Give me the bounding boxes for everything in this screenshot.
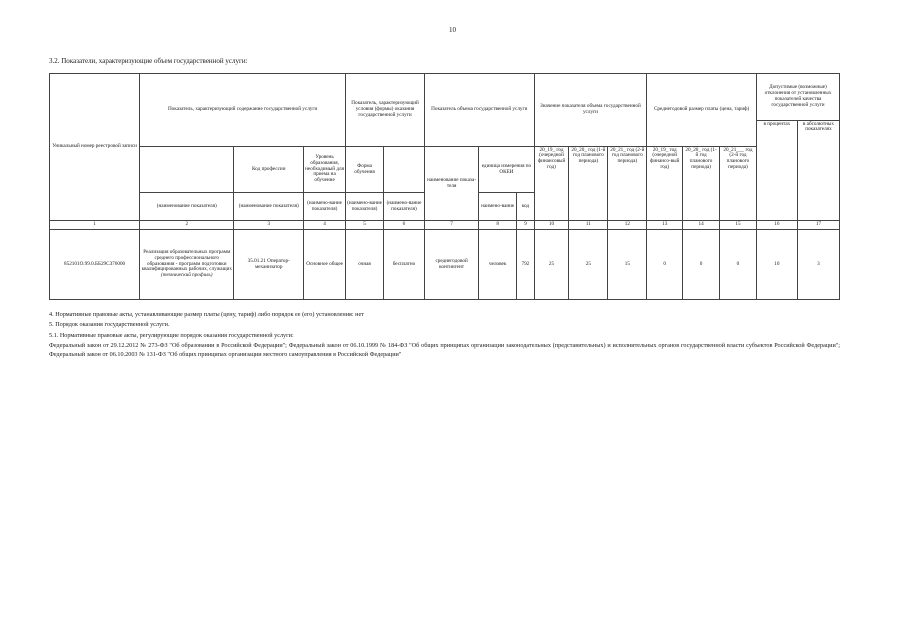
table-row	[50, 230, 840, 300]
column-number: 12	[608, 221, 647, 230]
cell-unit-code: 792	[517, 230, 534, 300]
cell-study-form: очная	[346, 230, 384, 300]
header-volume-value: Значение показателя объема государственной услуги	[534, 74, 647, 147]
column-number: 11	[569, 221, 608, 230]
volume-indicators-table	[49, 73, 840, 300]
cell-value-year-1: 25	[534, 230, 569, 300]
column-number: 9	[517, 221, 534, 230]
header-content-indicator: Показатель, характеризующий содержание государственной услуги	[140, 74, 346, 147]
cell-indicator-name: среднегодовой контингент	[424, 230, 478, 300]
header-unique-number: Уникальный номер реестровой записи	[50, 74, 140, 221]
header-education-level: Уровень образования, необходимый для приема на обучение	[304, 147, 346, 193]
header-unit-name: наимено-вание	[479, 193, 517, 221]
program-note: (технический профиль)	[161, 272, 213, 279]
header-indicator-name-1: (наименование показателя)	[140, 193, 234, 221]
cell-deviation-percent: 10	[756, 230, 797, 300]
header-indicator-name-5: (наимено-вание показателя)	[383, 193, 424, 221]
column-number: 4	[304, 221, 346, 230]
column-number: 3	[234, 221, 304, 230]
column-number: 5	[346, 221, 384, 230]
header-value-year-1: 20_19_ год (очередной финансовый год)	[534, 147, 569, 221]
cell-program	[140, 230, 234, 300]
column-number: 17	[797, 221, 839, 230]
header-blank-condition	[383, 147, 424, 193]
column-number: 8	[479, 221, 517, 230]
section-title: 3.2. Показатели, характеризующие объем государственной услуги:	[49, 57, 248, 65]
column-number-row	[50, 221, 840, 230]
cell-value-year-3: 15	[608, 230, 647, 300]
program-name: Реализация образовательных программ среднего профессионального образования - программ подготовки квалифицированных рабочих, служащих	[141, 248, 232, 273]
column-number: 7	[424, 221, 478, 230]
header-indicator-name-2: (наименование показателя)	[234, 193, 304, 221]
note-laws: Федеральный закон от 29.12.2012 № 273-ФЗ "Об образовании в Российской Федерации"; Федеральный закон от 06.10.1999 № 184-ФЗ "Об общих принципах организации законодательных (представительных) и исполнительных органов государственной власти субъектов Российской Федерации"; Федеральный закон от 06.10.2003 № 131-ФЗ "Об общих принципах организации местного самоуправления в Российской Федерации"	[49, 342, 840, 358]
note-service-order: 5. Порядок оказания государственной услуги.	[49, 321, 170, 329]
column-number: 16	[756, 221, 797, 230]
cell-unique-number: 852101О.99.0.ББ29СЗ76000	[50, 230, 140, 300]
header-deviation-percent: в процентах	[756, 121, 797, 221]
column-number: 6	[383, 221, 424, 230]
header-indicator-name-3: (наимено-вание показателя)	[304, 193, 346, 221]
header-blank-content	[140, 147, 234, 193]
column-number: 2	[140, 221, 234, 230]
header-volume-indicator: Показатель объема государственной услуги	[424, 74, 534, 147]
cell-payment-year-1: 0	[647, 230, 683, 300]
header-average-payment: Среднегодовой размер платы (цена, тариф)	[647, 74, 757, 147]
header-indicator-name-4: (наимено-вание показателя)	[346, 193, 384, 221]
column-number: 10	[534, 221, 569, 230]
header-value-year-3: 20_21_ год (2-й год планового периода)	[608, 147, 647, 221]
header-payment-year-3: 20_21___ год (2-й год планового периода)	[720, 147, 757, 221]
cell-education-level: Основное общее	[304, 230, 346, 300]
cell-payment-type: бесплатно	[383, 230, 424, 300]
header-profession-code: Код профессии	[234, 147, 304, 193]
cell-value-year-2: 25	[569, 230, 608, 300]
notes-section	[49, 311, 840, 361]
column-number: 14	[683, 221, 720, 230]
header-value-year-2: 20_20_ год (1-й год планового периода)	[569, 147, 608, 221]
column-number: 1	[50, 221, 140, 230]
note-regulating-acts: 5.1. Нормативные правовые акты, регулирующие порядок оказания государственной услуги:	[49, 331, 294, 339]
page-number: 10	[449, 26, 456, 34]
header-deviation-absolute: в абсолютных показателях	[797, 121, 839, 221]
header-study-form: Форма обучения	[346, 147, 384, 193]
header-unit-okei: единица измерения по ОКЕИ	[479, 147, 534, 193]
header-unit-code: код	[517, 193, 534, 221]
header-allowed-deviation: Допустимые (возможные) отклонения от установленных показателей качества государственной услуги	[756, 74, 839, 121]
column-number: 13	[647, 221, 683, 230]
header-conditions-indicator: Показатель, характеризующий условия (формы) оказания государственной услуги	[346, 74, 425, 147]
column-number: 15	[720, 221, 757, 230]
cell-deviation-absolute: 3	[797, 230, 839, 300]
cell-payment-year-3: 0	[720, 230, 757, 300]
cell-payment-year-2: 0	[683, 230, 720, 300]
cell-unit-name: человек	[479, 230, 517, 300]
header-payment-year-2: 20_20_ год (1-й год планового периода)	[683, 147, 720, 221]
header-payment-year-1: 20_19_ год (очередной финансо-вый год)	[647, 147, 683, 221]
header-indicator-name: наименование показа-теля	[424, 147, 478, 221]
cell-profession: 35.01.21 Оператор-механизатор	[234, 230, 304, 300]
note-payment-acts: 4. Нормативные правовые акты, устанавливающие размер платы (цену, тариф) либо порядок ее (его) установления: нет	[49, 311, 364, 318]
